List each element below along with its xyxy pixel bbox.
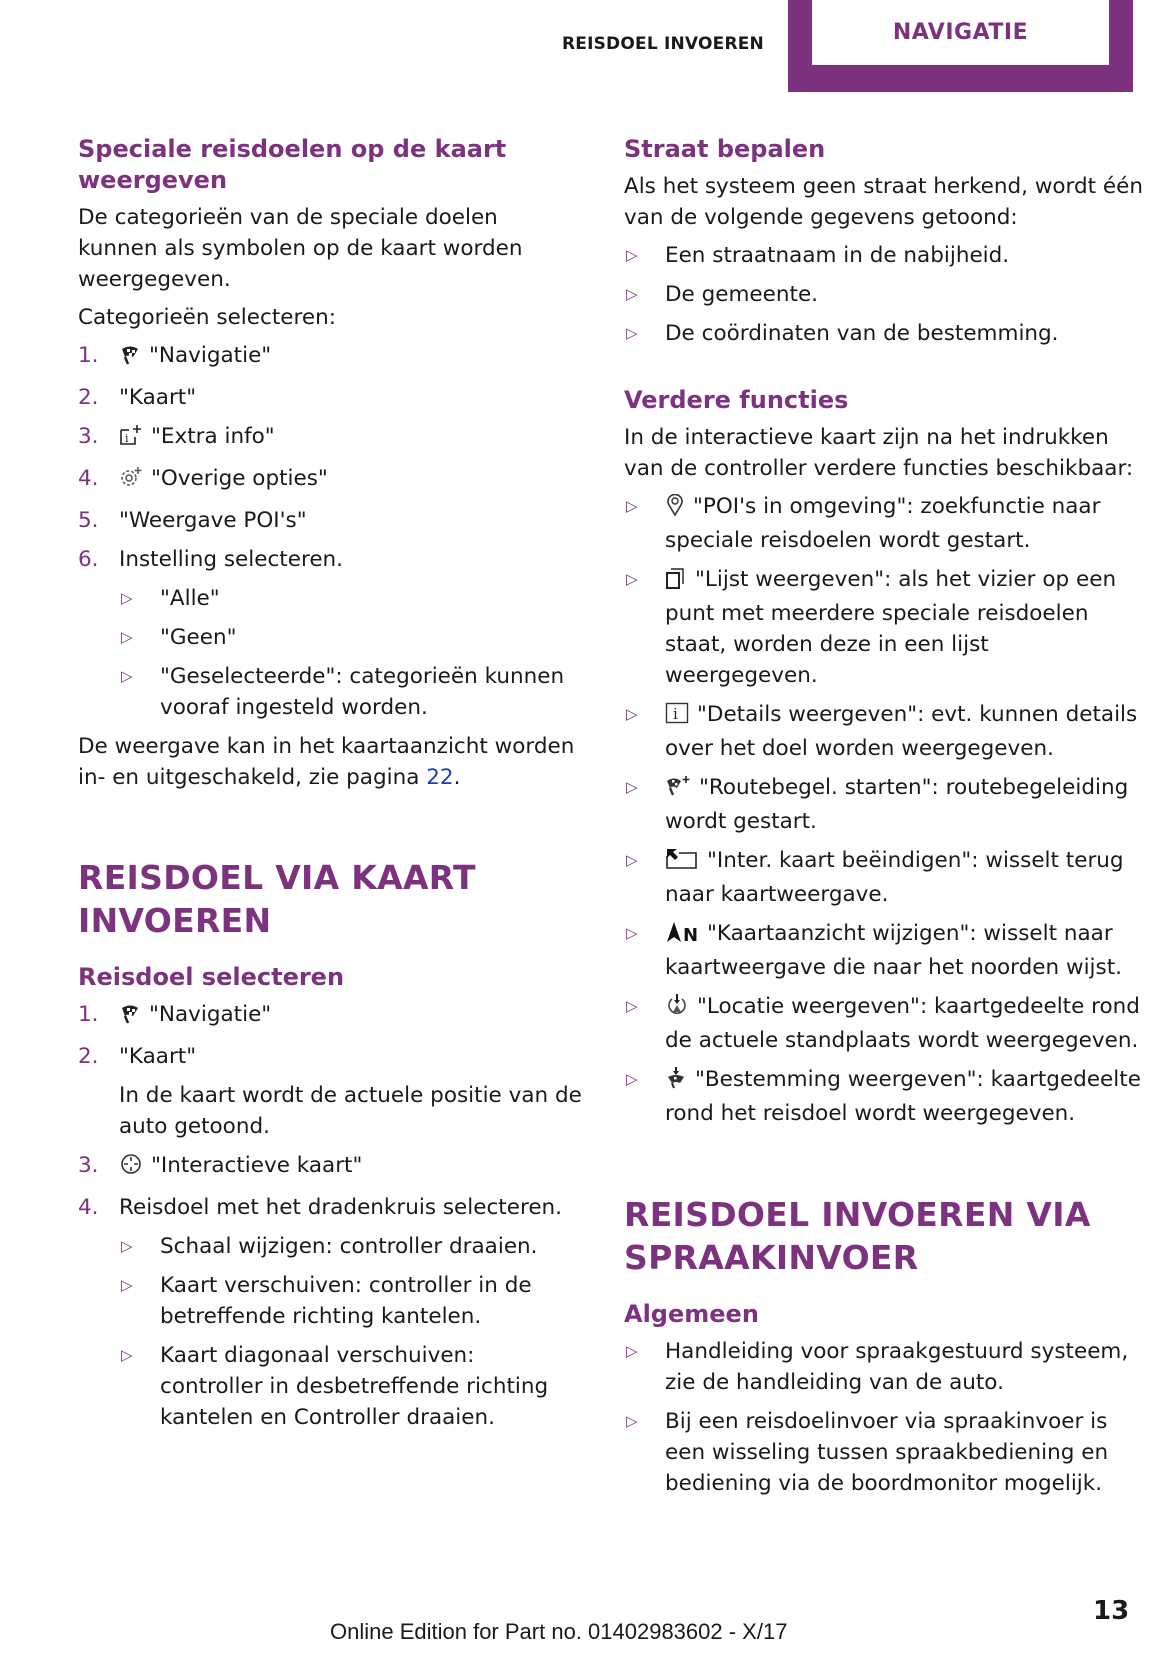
chapter-tab-label: NAVIGATIE — [812, 0, 1109, 65]
list-item — [624, 991, 1144, 1056]
bullet-text: "POI's in omgeving": zoekfunctie naar speciale reisdoelen wordt gestart. — [665, 494, 1101, 553]
note-suffix: . — [453, 765, 461, 790]
bullet-list — [624, 1336, 1144, 1499]
list-item — [624, 1406, 1144, 1499]
list-item — [624, 845, 1144, 910]
step-number: 1. — [78, 1002, 99, 1027]
steps-list — [78, 340, 583, 723]
list-item — [624, 279, 1144, 310]
list-item — [78, 1150, 583, 1184]
chapter-title-voice-entry: REISDOEL INVOEREN VIA SPRAAKINVOER — [624, 1195, 1091, 1277]
triangle-bullet-icon: ▷ — [626, 246, 638, 264]
list-item — [119, 1340, 583, 1433]
spacer — [78, 800, 583, 856]
note-text: De weergave kan in het kaartaanzicht worden in- en uitgeschakeld, zie pagina — [78, 734, 575, 790]
step-number: 1. — [78, 343, 99, 368]
step-number: 2. — [78, 1044, 99, 1069]
list-item — [119, 1270, 583, 1332]
info-plus-icon — [119, 424, 143, 455]
triangle-bullet-icon: ▷ — [626, 1412, 638, 1430]
bullet-text: Handleiding voor spraakgestuurd systeem, zie de handleiding van de auto. — [665, 1339, 1129, 1395]
left-column — [78, 134, 583, 1441]
functions-list — [624, 491, 1144, 1129]
triangle-bullet-icon: ▷ — [626, 324, 638, 342]
bullet-text: "Kaartaanzicht wijzigen": wisselt naar kaartweergave die naar het noorden wijst. — [665, 921, 1122, 980]
bullet-text: Schaal wijzigen: controller draaien. — [160, 1234, 538, 1259]
paragraph: De categorieën van de speciale doelen kunnen als symbolen op de kaart worden weergegeven. — [78, 205, 523, 292]
navigation-flag-icon — [119, 1002, 141, 1033]
step-number: 6. — [78, 547, 99, 572]
list-item — [624, 318, 1144, 349]
list-item — [78, 340, 583, 374]
route-start-flag-icon — [665, 775, 691, 806]
list-item — [78, 1041, 583, 1142]
bullet-text: "Details weergeven": evt. kunnen details over het doel worden weergegeven. — [665, 702, 1138, 761]
triangle-bullet-icon: ▷ — [121, 1346, 133, 1364]
page-link[interactable]: 22 — [426, 765, 454, 790]
poi-pin-icon — [665, 494, 685, 525]
step-number: 3. — [78, 424, 99, 449]
section-title-street: Straat bepalen — [624, 135, 826, 163]
note-paragraph — [78, 731, 583, 793]
info-box-icon — [665, 702, 689, 733]
steps-label: Categorieën selecteren: — [78, 305, 336, 330]
triangle-bullet-icon: ▷ — [626, 851, 638, 869]
bullet-list — [624, 240, 1144, 349]
destination-flag-icon — [665, 1067, 687, 1098]
option-text: "Alle" — [160, 586, 220, 611]
triangle-bullet-icon: ▷ — [626, 497, 638, 515]
bullet-text: De gemeente. — [665, 282, 819, 307]
location-icon — [665, 994, 689, 1025]
list-item — [119, 622, 583, 653]
bullet-text: "Inter. kaart beëindigen": wisselt terug naar kaartweergave. — [665, 848, 1124, 907]
triangle-bullet-icon: ▷ — [626, 1342, 638, 1360]
step-number: 4. — [78, 1195, 99, 1220]
step-number: 5. — [78, 508, 99, 533]
bullet-text: "Lijst weergeven": als het vizier op een punt met meerdere speciale reisdoelen staat, worden deze in een lijst weergegeven. — [665, 567, 1117, 688]
list-item — [624, 1064, 1144, 1129]
svg-text:i: i — [125, 432, 129, 445]
spacer — [624, 1137, 1144, 1193]
step-detail: In de kaart wordt de actuele positie van de auto getoond. — [119, 1083, 582, 1139]
step-text: "Interactieve kaart" — [151, 1153, 363, 1178]
list-item — [624, 564, 1144, 691]
bullet-text: Bij een reisdoelinvoer via spraakinvoer is een wisseling tussen spraakbediening en bediening via de boordmonitor mogelijk. — [665, 1409, 1109, 1496]
chapter-title-map-entry: REISDOEL VIA KAART INVOEREN — [78, 858, 476, 940]
page-number: 13 — [1093, 1596, 1130, 1626]
triangle-bullet-icon: ▷ — [626, 285, 638, 303]
spacer — [624, 357, 1144, 385]
paragraph: In de interactieve kaart zijn na het indrukken van de controller verdere functies beschikbaar: — [624, 425, 1134, 481]
step-number: 2. — [78, 385, 99, 410]
triangle-bullet-icon: ▷ — [121, 589, 133, 607]
options-list — [119, 583, 583, 723]
list-pages-icon — [665, 567, 687, 598]
list-item — [119, 583, 583, 614]
steps-list — [78, 999, 583, 1433]
list-item — [78, 505, 583, 536]
list-item — [624, 918, 1144, 983]
crosshair-icon — [119, 1153, 143, 1184]
bullet-text: "Locatie weergeven": kaartgedeelte rond de actuele standplaats wordt weergegeven. — [665, 994, 1140, 1053]
bullet-text: De coördinaten van de bestemming. — [665, 321, 1059, 346]
step-number: 3. — [78, 1153, 99, 1178]
list-item — [624, 1336, 1144, 1398]
section-title-poi-on-map: Speciale reisdoelen op de kaart weergeven — [78, 135, 507, 194]
svg-text:i: i — [673, 705, 678, 723]
step-text: "Extra info" — [151, 424, 275, 449]
triangle-bullet-icon: ▷ — [626, 1070, 638, 1088]
option-text: "Geselecteerde": categorieën kunnen vooraf ingesteld worden. — [160, 664, 565, 720]
list-item — [78, 463, 583, 497]
list-item — [119, 1231, 583, 1262]
triangle-bullet-icon: ▷ — [626, 570, 638, 588]
right-column — [624, 134, 1144, 1507]
triangle-bullet-icon: ▷ — [626, 778, 638, 796]
bullet-text: Kaart diagonaal verschuiven: controller in desbetreffende richting kantelen en Controller draaien. — [160, 1343, 549, 1430]
exit-map-icon — [665, 848, 699, 879]
paragraph: Als het systeem geen straat herkend, wordt één van de volgende gegevens getoond: — [624, 174, 1144, 230]
step-text: "Kaart" — [119, 385, 197, 410]
bullet-list — [119, 1231, 583, 1433]
step-text: "Overige opties" — [151, 466, 328, 491]
list-item — [78, 999, 583, 1033]
bullet-text: Een straatnaam in de nabijheid. — [665, 243, 1010, 268]
list-item — [624, 699, 1144, 764]
triangle-bullet-icon: ▷ — [121, 1276, 133, 1294]
list-item — [78, 544, 583, 723]
edition-footer: Online Edition for Part no. 01402983602 - X/17 — [330, 1619, 788, 1644]
bullet-text: "Routebegel. starten": routebegeleiding wordt gestart. — [665, 775, 1129, 834]
step-text: Instelling selecteren. — [119, 547, 344, 572]
section-title-general: Algemeen — [624, 1300, 759, 1328]
list-item — [624, 491, 1144, 556]
list-item — [78, 421, 583, 455]
triangle-bullet-icon: ▷ — [121, 628, 133, 646]
list-item — [624, 240, 1144, 271]
gear-plus-icon — [119, 466, 143, 497]
list-item — [78, 382, 583, 413]
svg-text:N: N — [683, 925, 699, 943]
step-text: "Weergave POI's" — [119, 508, 307, 533]
triangle-bullet-icon: ▷ — [626, 924, 638, 942]
triangle-bullet-icon: ▷ — [121, 1237, 133, 1255]
section-title-more-functions: Verdere functies — [624, 386, 849, 414]
header-section-title: REISDOEL INVOEREN — [561, 34, 764, 54]
step-text: "Navigatie" — [149, 1002, 272, 1027]
list-item — [624, 772, 1144, 837]
list-item — [78, 1192, 583, 1433]
triangle-bullet-icon: ▷ — [626, 705, 638, 723]
step-text: "Kaart" — [119, 1044, 197, 1069]
triangle-bullet-icon: ▷ — [626, 997, 638, 1015]
list-item — [119, 661, 583, 723]
step-number: 4. — [78, 466, 99, 491]
bullet-text: "Bestemming weergeven": kaartgedeelte rond het reisdoel wordt weergegeven. — [665, 1067, 1141, 1126]
option-text: "Geen" — [160, 625, 237, 650]
triangle-bullet-icon: ▷ — [121, 667, 133, 685]
chapter-tab[interactable] — [788, 0, 1133, 92]
section-title-select-destination: Reisdoel selecteren — [78, 963, 345, 991]
bullet-text: Kaart verschuiven: controller in de betreffende richting kantelen. — [160, 1273, 532, 1329]
navigation-flag-icon — [119, 343, 141, 374]
step-text: "Navigatie" — [149, 343, 272, 368]
north-arrow-icon — [665, 921, 699, 952]
step-text: Reisdoel met het dradenkruis selecteren. — [119, 1195, 563, 1220]
